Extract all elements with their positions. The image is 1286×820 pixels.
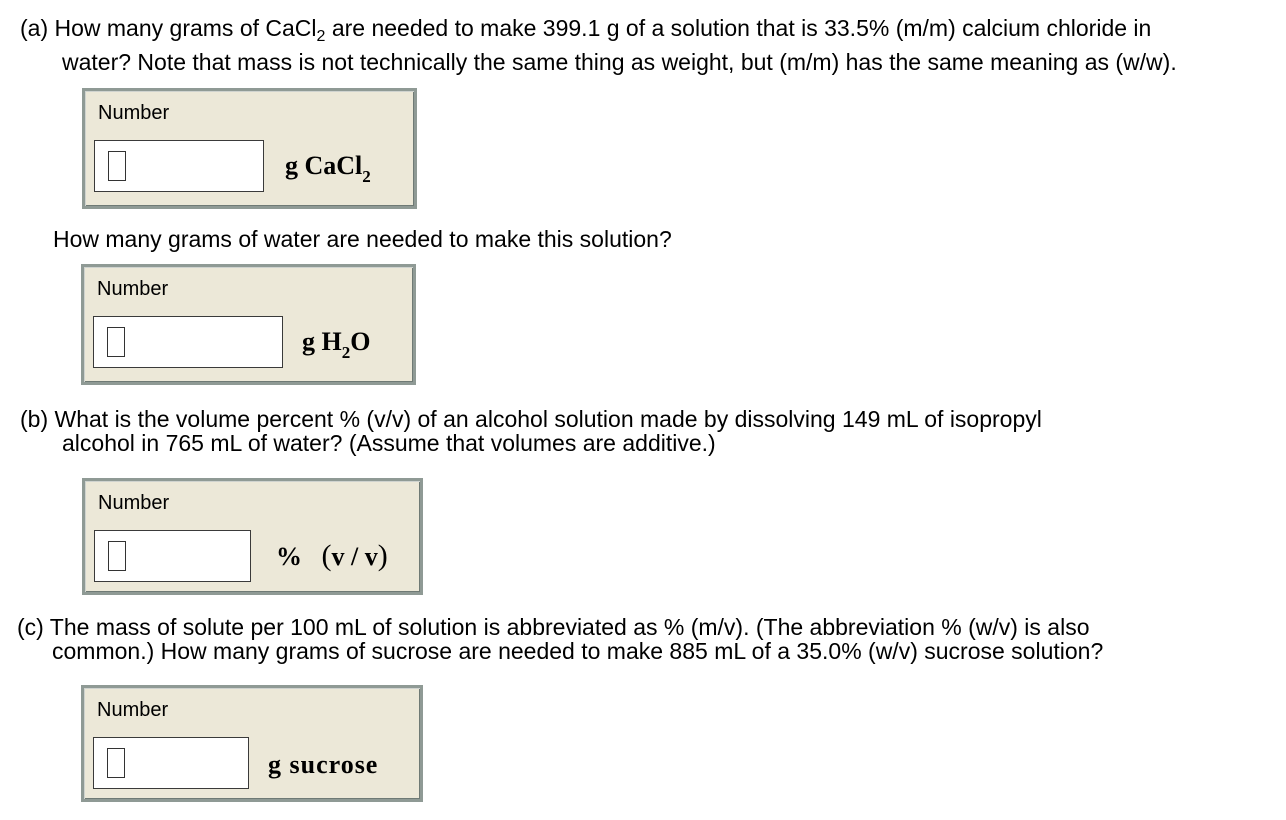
question-c-line2: common.) How many grams of sucrose are needed to make 885 mL of a 35.0% (w/v) sucrose solution? [52,638,1104,664]
question-b-line1: (b) What is the volume percent % (v/v) of an alcohol solution made by dissolving 149 mL of isopropyl [20,406,1042,432]
answer-box-a2 [81,264,416,385]
number-input-a2[interactable] [93,316,283,368]
number-label: Number [98,102,170,124]
number-label: Number [97,699,169,721]
question-a-line1: (a) How many grams of CaCl$_2$ are needed to make 399.1 g of a solution that is 33.5% (m/m) calcium chloride in [20,15,1152,45]
number-input-b[interactable] [94,530,251,582]
question-a-line2: water? Note that mass is not technically the same thing as weight, but (m/m) has the same meaning as (w/w). [62,49,1177,75]
text-cursor-icon [107,327,125,357]
question-a-text [20,13,1177,77]
unit-label-a1: g CaCl$_2$ [285,151,371,186]
number-label: Number [98,492,170,514]
question-c-text [17,615,1103,663]
number-input-a1[interactable] [94,140,264,192]
answer-box-c [81,685,423,802]
question-c-line1: (c) The mass of solute per 100 mL of solution is abbreviated as % (m/v). (The abbreviation % (w/v) is also [17,614,1090,640]
unit-label-a2: g $H_2O$ [302,327,371,362]
answer-box-a1 [82,88,417,209]
unit-label-b: % (v / v) [276,539,388,572]
answer-box-b [82,478,423,595]
question-b-line2: alcohol in 765 mL of water? (Assume that volumes are additive.) [62,430,716,456]
text-cursor-icon [107,748,125,778]
text-cursor-icon [108,541,126,571]
number-label: Number [97,278,169,300]
number-input-c[interactable] [93,737,249,789]
question-a-followup: How many grams of water are needed to make this solution? [53,226,672,252]
unit-label-c: g sucrose [268,750,379,779]
text-cursor-icon [108,151,126,181]
question-b-text [20,407,1042,455]
